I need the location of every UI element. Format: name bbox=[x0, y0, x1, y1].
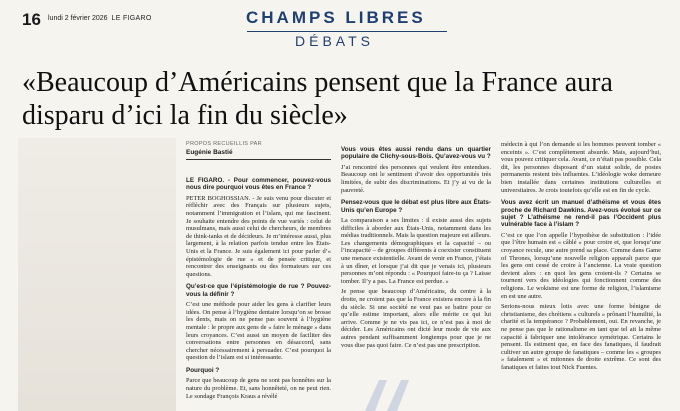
byline-author: Eugénie Bastié bbox=[186, 149, 233, 156]
byline-rule bbox=[186, 159, 331, 160]
article-paragraph: La comparaison a ses limites : il existe aussi des sujets difficiles à aborder aux États-Unis, notamment dans les médias traditionnels. Mais la question majeure est ailleurs. Les changements démographiques et la capacité – ou l’incapacité – de groupes différents à coexister constituent une menace existentielle. Avant de venir en France, j’étais à un dîner, et lorsque j’ai dit que je venais ici, plusieurs personnes m’ont répondu : « Pourquoi faire-tu ça ? Laisse tomber. Il’y a pas. La France est perdue. » bbox=[341, 217, 491, 285]
article-paragraph: PETER BOGHOSSIAN. - Je suis venu pour discuter et réfléchir avec des Français sur plusieurs sujets, notamment l’immigration et l’islam, qui me fascinent. Je souhaite entendre des points de vue variés : celui de musulmans, mais aussi celui de chercheurs, de membres de think-tanks et de décideurs. Je m’intéresse aussi, plus largement, à la relation parfois tendue entre les États-Unis et la France. Je suis également ici pour parler d’« épistémologie de rue » et de pensée critique, et rencontrer des enseignants ou des formateurs sur ces questions. bbox=[186, 194, 331, 278]
article-column-1 bbox=[186, 172, 331, 403]
interview-question: LE FIGARO. - Pour commencer, pouvez-vous nous dire pourquoi vous êtes en France ? bbox=[186, 177, 331, 192]
rubric-title: DÉBATS bbox=[295, 33, 374, 49]
section-title: CHAMPS LIBRES bbox=[246, 8, 426, 27]
article-paragraph: médecin à qui l’on demande si les hommes peuvent tomber « enceints ». C’est complètement absurde. Mais, aujourd’hui, vous pouvez critiquer cela. Avant, ce n’était pas possible. Cela dit, les personnes disposant d’un statut solide, de postes permanents restent très influentes. L’idéologie woke demeure bien installée dans certaines institutions culturelles et universitaires. Je crois toutefois qu’elle est en fin de cycle. bbox=[501, 141, 661, 194]
byline bbox=[186, 141, 331, 160]
publication-name: LE FIGARO bbox=[111, 15, 152, 22]
article-paragraph: J’ai rencontré des personnes qui veulent être entendues. Beaucoup ont le sentiment d’avoir des opportunités très limitées, de subir des discriminations. Et j’y ai vu de la pauvreté. bbox=[341, 163, 491, 194]
interview-question: Qu’est-ce que l’épistémologie de rue ? Pouvez-vous la définir ? bbox=[186, 283, 331, 298]
article-photo bbox=[18, 138, 176, 411]
article-paragraph: Parce que beaucoup de gens ne sont pas honnêtes sur la nature du problème. Et, sans honnêteté, on ne peut rien. Le sondage François Kraus a révélé bbox=[186, 377, 331, 400]
interview-question: Vous vous êtes aussi rendu dans un quartier populaire de Clichy-sous-Bois. Qu’avez-vous vu ? bbox=[341, 146, 491, 161]
article-column-3 bbox=[501, 141, 661, 374]
article-paragraph: C’est ce que l’on appelle l’hypothèse de substitution : l’idée que l’être humain est « câblé » pour croire et, que lorsqu’une croyance recule, une autre prend sa place. Comme dans Game of Thrones, lorsqu’une nouvelle religion apparaît parce que les gens ont cessé de croire à l’ancienne. La vraie question devient alors : en quoi les gens croient-ils ? Certains se tournent vers des idéologies qui fonctionnent comme des religions. Le wokisme est une forme de religion, l’islamisme en est une autre. bbox=[501, 231, 661, 300]
section-rule bbox=[247, 31, 447, 32]
article-column-2 bbox=[341, 141, 491, 352]
article-paragraph: Je pense que beaucoup d’Américains, du centre à la droite, ne croient pas que la France existera encore à la fin du siècle. Si une société ne veut pas se battre pour ce qu’elle estime important, alors elle mérite ce qui lui arrive. Comme je ne vis pas ici, ce n’est pas à moi de décider. Les Américains ont dicté leur mode de vie aux autres pendant suffisamment longtemps pour que je ne vous dise pas quoi faire. Ce n’est pas une prescription. bbox=[341, 288, 491, 349]
interview-question: Pensez-vous que le débat est plus libre aux États-Unis qu’en Europe ? bbox=[341, 199, 491, 214]
quote-mark-graphic bbox=[357, 378, 417, 411]
headline: «Beaucoup d’Américains pensent que la France aura disparu d’ici la fin du siècle» bbox=[22, 67, 613, 131]
masthead bbox=[0, 0, 680, 50]
interview-question: Vous avez écrit un manuel d’athéisme et vous êtes proche de Richard Dawkins. Avez-vous évolué sur ce sujet ? L’athéisme ne rend-il pas l’Occident plus vulnérable face à l’islam ? bbox=[501, 199, 661, 229]
page-number: 16 bbox=[22, 10, 41, 29]
issue-date: lundi 2 février 2026 bbox=[48, 15, 108, 22]
interview-question: Pourquoi ? bbox=[186, 366, 220, 374]
article-paragraph: Serions-nous mieux lotis avec une forme bénigne de christianisme, des chrétiens « culturels » prônant l’humilité, la charité et la tempérance ? Probablement, oui. En revanche, je ne pense pas que le rationalisme en tant que tel ait la même capacité à fabriquer une intolérance symétrique. Certains le pensent. Ils estiment que, en face des fanatiques, il faudrait cultiver un autre groupe de fanatiques – comme les « groupes » fatalement » et mitonnes de droite extrême. Ce sont des fanatiques et faites tout Nick Fuentes. bbox=[501, 303, 661, 371]
article-paragraph: C’est une méthode pour aider les gens à clarifier leurs idées. On pense à l’hygiène dentaire lorsqu’on se brosse les dents, mais on ne pense pas souvent à l’hygiène mentale : le propre aux gens de « faire le ménage » dans leurs croyances. C’est aussi un moyen de faciliter des conversations entre personnes en désaccord, sans chercher nécessairement à persuader. C’est pourquoi la question de l’islam est si intéressante. bbox=[186, 301, 331, 362]
dateline bbox=[48, 15, 152, 22]
byline-label: PROPOS RECUEILLIS PAR bbox=[186, 141, 262, 147]
